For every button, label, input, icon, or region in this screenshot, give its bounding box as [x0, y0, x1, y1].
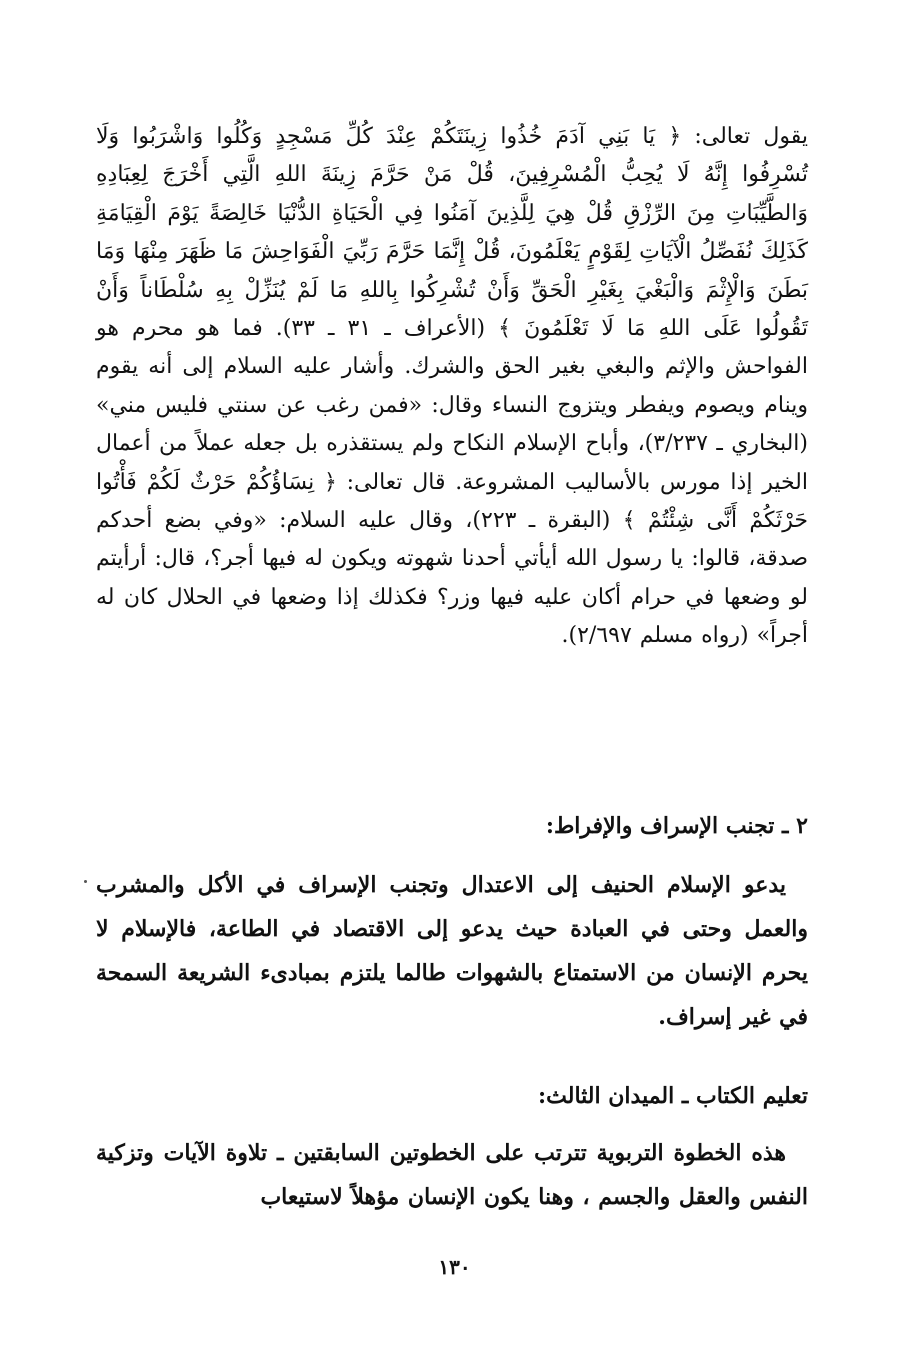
page-number: ١٣٠	[438, 1255, 471, 1279]
paragraph-quran-verses: يقول تعالى: ﴿ يَا بَنِي آدَمَ خُذُوا زِينَتَكُمْ عِنْدَ كُلِّ مَسْجِدٍ وَكُلُوا وَاشْرَبُوا وَلَا تُسْرِفُوا إِنَّهُ لَا يُحِبُّ الْمُسْرِفِينَ، قُلْ مَنْ حَرَّمَ زِينَةَ اللهِ الَّتِي أَخْرَجَ لِعِبَادِهِ وَالطَّيِّبَاتِ مِنَ الرِّزْقِ قُلْ هِيَ لِلَّذِينَ آمَنُوا فِي الْحَيَاةِ الدُّنْيَا خَالِصَةً يَوْمَ الْقِيَامَةِ كَذَلِكَ نُفَصِّلُ الْآيَاتِ لِقَوْمٍ يَعْلَمُونَ، قُلْ إِنَّمَا حَرَّمَ رَبِّيَ الْفَوَاحِشَ مَا ظَهَرَ مِنْهَا وَمَا بَطَنَ وَالْإِثْمَ وَالْبَغْيَ بِغَيْرِ الْحَقِّ وَأَنْ تُشْرِكُوا بِاللهِ مَا لَمْ يُنَزِّلْ بِهِ سُلْطَاناً وَأَنْ تَقُولُوا عَلَى اللهِ مَا لَا تَعْلَمُونَ ﴾ (الأعراف ـ ٣١ ـ ٣٣). فما هو محرم هو الفواحش والإثم والبغي بغير الحق والشرك. وأشار عليه السلام إلى أنه يقوم وينام ويصوم ويفطر ويتزوج النساء وقال: «فمن رغب عن سنتي فليس مني» (البخاري ـ ٣/٢٣٧)، وأباح الإسلام النكاح ولم يستقذره بل جعله عملاً من أعمال الخير إذا مورس بالأساليب المشروعة. قال تعالى: ﴿ نِسَاؤُكُمْ حَرْثٌ لَكُمْ فَأْتُوا حَرْثَكُمْ أَنَّى شِئْتُمْ ﴾ (البقرة ـ ٢٢٣)، وقال عليه السلام: «وفي بضع أحدكم صدقة، قالوا: يا رسول الله أيأتي أحدنا شهوته ويكون له فيها أجر؟، قال: أرأيتم لو وضعها في حرام أكان عليه فيها وزر؟ فكذلك إذا وضعها في الحلال كان له أجراً» (رواه مسلم ٢/٦٩٧).	[96, 124, 809, 649]
paragraph-moderation: يدعو الإسلام الحنيف إلى الاعتدال وتجنب الإسراف في الأكل والمشرب والعمل وحتى في العبادة حيث يدعو إلى الاقتصاد في الطاعة، فالإسلام لا يحرم الإنسان من الاستمتاع بالشهوات طالما يلتزم بمبادىء الشريعة السمحة في غير إسراف.	[96, 872, 808, 1030]
paragraph-educational-step: هذه الخطوة التربوية تترتب على الخطوتين السابقتين ـ تلاوة الآيات وتزكية النفس والعقل والجسم ، وهنا يكون الإنسان مؤهلاً لاستيعاب	[96, 1140, 808, 1210]
margin-speck	[84, 880, 87, 883]
section-heading-teaching-book: تعليم الكتاب ـ الميدان الثالث:	[538, 1083, 808, 1109]
page-content	[96, 118, 808, 1219]
section-heading-avoid-extravagance: ٢ ـ تجنب الإسراف والإفراط:	[545, 813, 808, 839]
